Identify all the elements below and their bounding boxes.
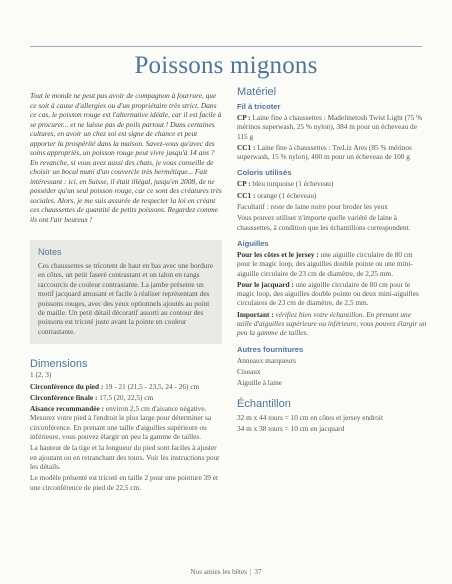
top-rule — [30, 46, 422, 47]
page-number: 37 — [254, 568, 262, 576]
supply-item: Ciseaux — [237, 366, 261, 376]
yarn-substitution-note: Vous pouvez utiliser n'importe quelle variété de laine à chaussettes, à condition que les échantillons correspondent. — [237, 213, 411, 232]
optional-note: Facultatif : reste de laine noire pour broder les yeux — [237, 202, 388, 212]
needles-ribbing: Pour les côtes et le jersey : une aiguille circulaire de 80 cm pour le magic loop, des aiguilles double pointe ou une mini-aiguille circulaire de 23 cm de diamètre, de 2,25 mm. — [237, 249, 413, 278]
dimensions-para-3: Le modèle présenté est tricoté en taille 2 pour une pointure 39 et une circonférence de pied de 22,5 cm. — [30, 473, 219, 492]
needles-important: Important : vérifiez bien votre échantillon. En prenant une taille d'aiguilles supérieure ou inférieure, vous pouvez élargir un peu la gamme de tailles. — [237, 309, 427, 338]
aiguilles-heading: Aiguilles — [237, 238, 269, 248]
fil-heading: Fil à tricoter — [237, 102, 281, 111]
page-title: Poissons mignons — [134, 52, 318, 79]
sizes: 1 (2, 3) — [30, 370, 52, 380]
book-section: Nos amies les bêtes — [190, 568, 247, 576]
gauge-line-2: 34 m x 38 tours = 10 cm en jacquard — [237, 423, 345, 433]
materiel-heading: Matériel — [237, 86, 277, 98]
dimensions-para-2: La hauteur de la tige et la longueur du pied sont faciles à ajuster en ajoutant ou en retranchant des tours. Voir les instructions pour les détails. — [30, 443, 220, 471]
supply-item: Anneaux marqueurs — [237, 355, 296, 365]
color-cp: CP : bleu turquoise (1 écheveau) — [237, 179, 334, 189]
coloris-heading: Coloris utilisés — [237, 168, 292, 178]
autres-heading: Autres fournitures — [237, 344, 304, 354]
needles-jacquard: Pour le jacquard : une aiguille circulaire de 80 cm pour le magic loop, des aiguilles double pointe ou deux mini-aiguilles circulaires de 23 cm de diamètre, de 2,5 mm. — [237, 279, 419, 308]
notes-box — [30, 240, 222, 344]
ease: Aisance recommandée : environ 2,5 cm d'aisance négative. Mesurez votre pied à l'endroit le plus large pour déterminer sa circonférence. En prenant une taille d'aiguilles supérieure ou inférieure, vous pouvez élargir un peu la gamme de tailles. — [30, 404, 212, 442]
echantillon-heading: Échantillon — [237, 397, 291, 410]
color-cc1: CC1 : orange (1 écheveau) — [237, 190, 317, 200]
foot-circumference: Circonférence du pied : 19 - 21 (21,5 - 23,5, 24 - 26) cm — [30, 381, 200, 391]
supply-item: Aiguille à laine — [237, 378, 282, 388]
intro-paragraph: Tout le monde ne peut pas avoir de compagnon à fourrure, que ce soit à cause d'allergies ou d'un propriétaire très strict. Dans ce cas, le poisson rouge est l'alternative idéale, car il est facile à se procurer... et ne laisse pas de poils partout ! Dans certaines cultures, en avoir un chez soi est signe de chance et peut apporter la prospérité dans la maison. Savez-vous qu'avec des soins appropriés, un poisson rouge peut vivre jusqu'à 14 ans ? En revanche, si vous avez aussi des chats, je vous conseille de choisir un bocal muni d'un couvercle très hermétique... Fait intéressant : ici, en Suisse, il était illégal, jusqu'en 2008, de ne posséder qu'un seul poisson rouge, car ce sont des créatures très sociales. Alors, je me suis assurée de respecter la loi en créant ces chaussettes de quantité de petits poissons. Regardez comme ils ont l'air heureux ! — [30, 91, 222, 224]
notes-heading: Notes — [38, 247, 62, 257]
left-column — [30, 91, 222, 494]
leg-circumference: Circonférence finale : 17,5 (20, 22,5) cm — [30, 392, 154, 402]
right-column — [237, 86, 427, 435]
gauge-line-1: 32 m x 44 tours = 10 cm en côtes et jersey endroit — [237, 412, 383, 422]
page-footer — [0, 568, 452, 576]
yarn-cp: CP : Laine fine à chaussettes : Madelinetosh Twist Light (75 % mérinos superwash, 25 % nylon), 384 m pour un écheveau de 115 g — [237, 113, 423, 141]
yarn-cc1: CC1 : Laine fine à chaussettes : TreLiz Ares (85 % mérinos superwash, 15 % nylon), 400 m pour un écheveau de 100 g — [237, 142, 412, 162]
notes-text: Ces chaussettes se tricotent de haut en bas avec une bordure en côtes, un petit faseré contrastant et un talon en rangs raccourcis de couleur contrastante. La jambe présente un motif jacquard amusant et facile à réaliser représentant des poissons rouges, avec des yeux optionnels ajoutés au point de maille. Un petit détail décoratif assorti au contour des poissons est tricoté juste avant la pointe en couleur contrastante. — [38, 261, 214, 336]
dimensions-heading: Dimensions — [30, 358, 88, 371]
footer-separator: | — [249, 568, 252, 576]
